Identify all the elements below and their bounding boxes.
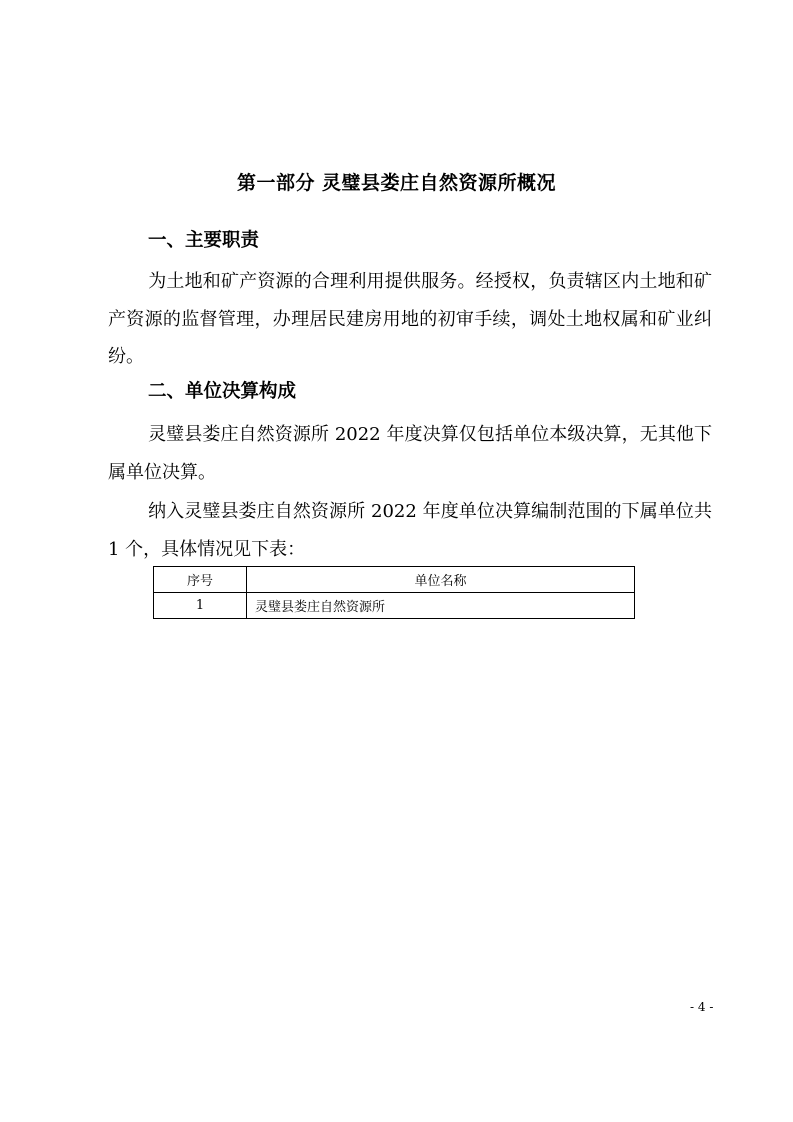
table-header-serial: 序号 (154, 567, 247, 593)
paragraph-responsibilities-text: 为土地和矿产资源的合理利用提供服务。经授权，负责辖区内土地和矿产资源的监督管理，办理居民建房用地的初审手续，调处土地权属和矿业纠纷。 (108, 271, 712, 367)
table-row (154, 593, 635, 619)
paragraph-scope (108, 493, 712, 568)
units-table (153, 566, 635, 619)
paragraph-composition (108, 416, 712, 491)
table-header-row (154, 567, 635, 593)
paragraph-scope-text: 纳入灵璧县娄庄自然资源所 2022 年度单位决算编制范围的下属单位共 1 个，具体情况见下表： (108, 501, 712, 560)
page-number: - 4 - (690, 1000, 714, 1014)
section-heading-composition: 二、单位决算构成 (148, 381, 297, 402)
table-cell-serial: 1 (154, 593, 247, 619)
section-heading-responsibilities: 一、主要职责 (148, 230, 260, 251)
table-header-unit-name: 单位名称 (247, 567, 635, 593)
table-cell-unit-name: 灵璧县娄庄自然资源所 (247, 593, 635, 619)
page-title: 第一部分 灵璧县娄庄自然资源所概况 (236, 172, 557, 194)
paragraph-responsibilities (108, 263, 712, 376)
paragraph-composition-text: 灵璧县娄庄自然资源所 2022 年度决算仅包括单位本级决算，无其他下属单位决算。 (108, 424, 712, 483)
